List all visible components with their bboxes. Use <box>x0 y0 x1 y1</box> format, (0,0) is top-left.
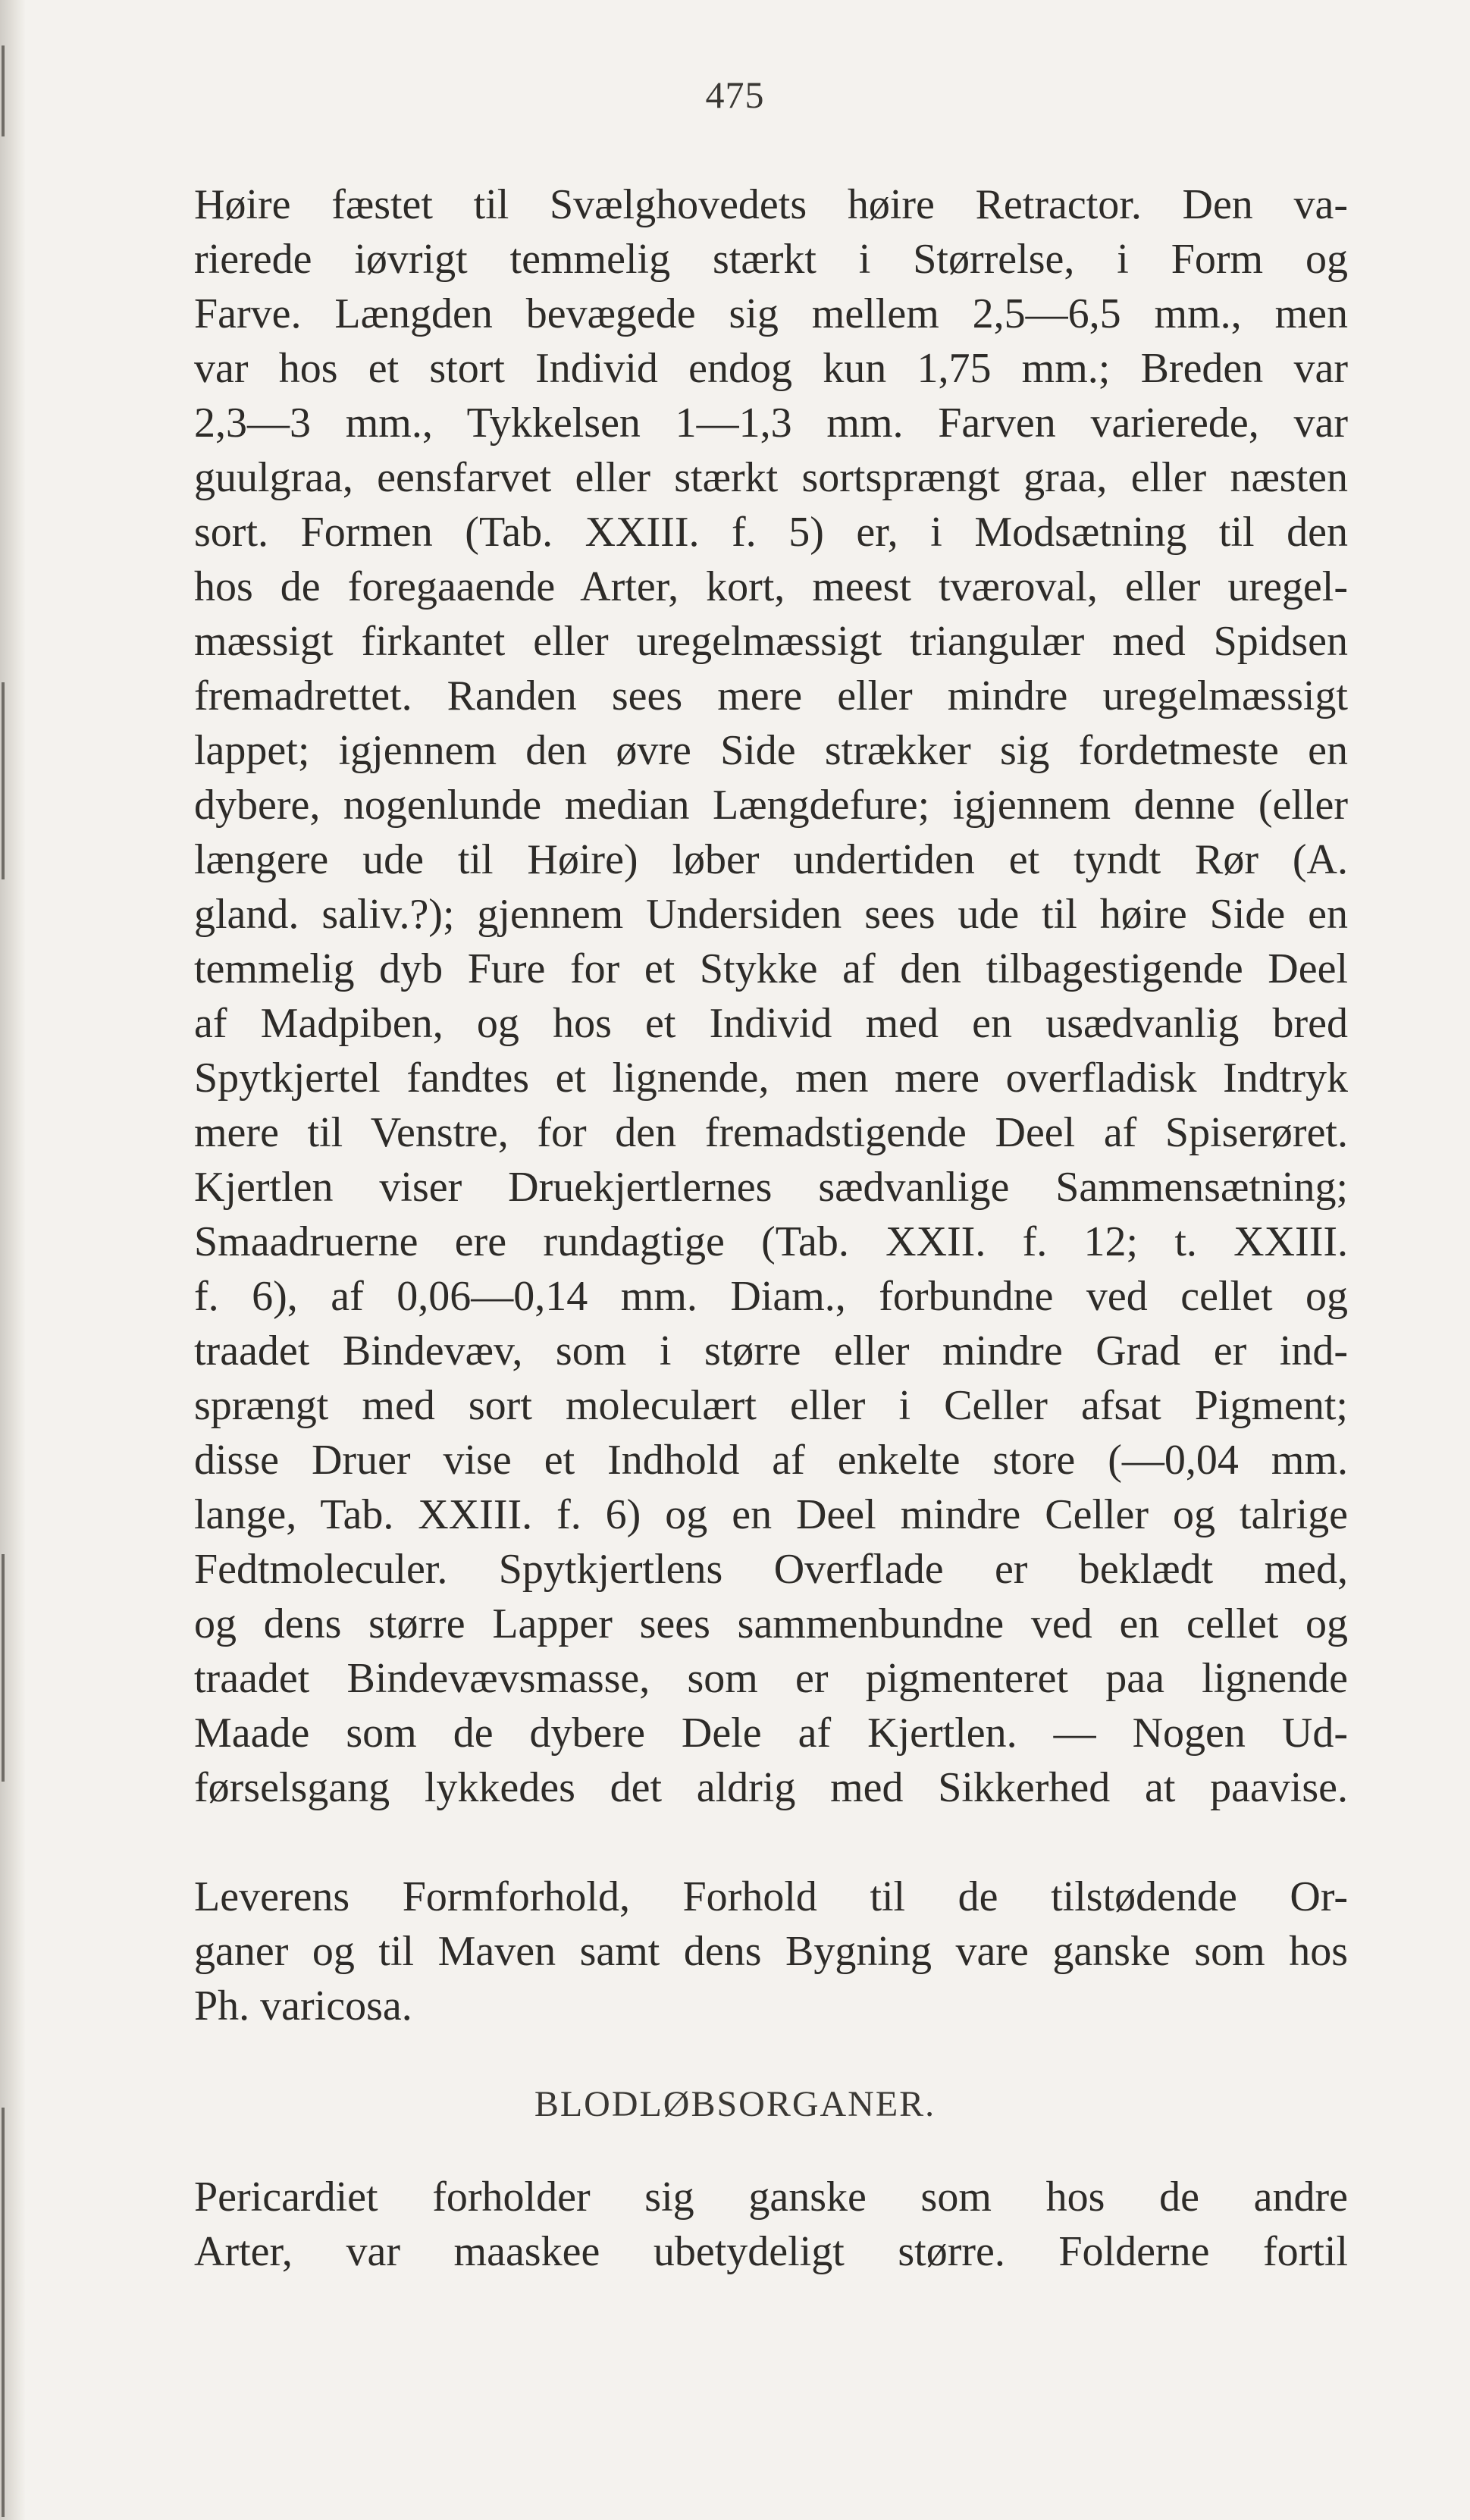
text-line: lappet; igjennem den øvre Side strækker sig fordetmeste en <box>194 727 1348 774</box>
text-line: traadet Bindevæv, som i større eller mindre Grad er ind- <box>194 1327 1348 1374</box>
text-line: mere til Venstre, for den fremadstigende Deel af Spiserøret. <box>194 1109 1348 1156</box>
text-line: gland. saliv.?); gjennem Undersiden sees ude til høire Side en <box>194 891 1348 938</box>
text-line: mæssigt firkantet eller uregelmæssigt triangulær med Spidsen <box>194 618 1348 665</box>
text-line: f. 6), af 0,06—0,14 mm. Diam., forbundne ved cellet og <box>194 1273 1348 1320</box>
text-line: førselsgang lykkedes det aldrig med Sikkerhed at paavise. <box>194 1764 1348 1811</box>
text-line: temmelig dyb Fure for et Stykke af den tilbagestigende Deel <box>194 945 1348 992</box>
text-line: Arter, var maaskee ubetydeligt større. Folderne fortil <box>194 2228 1348 2275</box>
text-line: Smaadruerne ere rundagtige (Tab. XXII. f. 12; t. XXIII. <box>194 1218 1348 1265</box>
text-line: rierede iøvrigt temmelig stærkt i Størrelse, i Form og <box>194 236 1348 283</box>
text-line: Høire fæstet til Svælghovedets høire Retractor. Den va- <box>194 181 1348 228</box>
page-edge-mark <box>2 2108 5 2517</box>
text-line: dybere, nogenlunde median Længdefure; igjennem denne (eller <box>194 782 1348 829</box>
text-line: af Madpiben, og hos et Individ med en usædvanlig bred <box>194 1000 1348 1047</box>
page-edge-mark <box>2 682 5 879</box>
text-line: og dens større Lapper sees sammenbundne ved en cellet og <box>194 1600 1348 1647</box>
text-line: Fedtmoleculer. Spytkjertlens Overflade er beklædt med, <box>194 1546 1348 1593</box>
text-line: sort. Formen (Tab. XXIII. f. 5) er, i Modsætning til den <box>194 509 1348 556</box>
page-number: 475 <box>705 74 765 116</box>
text-line: længere ude til Høire) løber undertiden et tyndt Rør (A. <box>194 836 1348 883</box>
text-line: Maade som de dybere Dele af Kjertlen. — Nogen Ud- <box>194 1710 1348 1757</box>
text-line: var hos et stort Individ endog kun 1,75 mm.; Breden var <box>194 345 1348 392</box>
page-edge-mark <box>2 1554 5 1782</box>
text-line: traadet Bindevævsmasse, som er pigmenteret paa lignende <box>194 1655 1348 1702</box>
text-line: fremadrettet. Randen sees mere eller mindre uregelmæssigt <box>194 672 1348 719</box>
text-line: Pericardiet forholder sig ganske som hos de andre <box>194 2174 1348 2221</box>
text-line: Farve. Længden bevægede sig mellem 2,5—6,5 mm., men <box>194 290 1348 337</box>
text-line: Leverens Formforhold, Forhold til de tilstødende Or- <box>194 1873 1348 1920</box>
text-line: Ph. varicosa. <box>194 1982 412 2029</box>
text-line: guulgraa, eensfarvet eller stærkt sortsprængt graa, eller næsten <box>194 454 1348 501</box>
section-heading: BLODLØBSORGANER. <box>534 2084 936 2124</box>
text-line: Spytkjertel fandtes et lignende, men mere overfladisk Indtryk <box>194 1055 1348 1102</box>
text-line: 2,3—3 mm., Tykkelsen 1—1,3 mm. Farven varierede, var <box>194 400 1348 447</box>
text-line: hos de foregaaende Arter, kort, meest tværoval, eller uregel- <box>194 563 1348 610</box>
text-line: lange, Tab. XXIII. f. 6) og en Deel mindre Celler og talrige <box>194 1491 1348 1538</box>
text-line: disse Druer vise et Indhold af enkelte store (—0,04 mm. <box>194 1437 1348 1484</box>
text-line: ganer og til Maven samt dens Bygning vare ganske som hos <box>194 1928 1348 1975</box>
text-line: sprængt med sort moleculært eller i Celler afsat Pigment; <box>194 1382 1348 1429</box>
text-line: Kjertlen viser Druekjertlernes sædvanlige Sammensætning; <box>194 1164 1348 1211</box>
